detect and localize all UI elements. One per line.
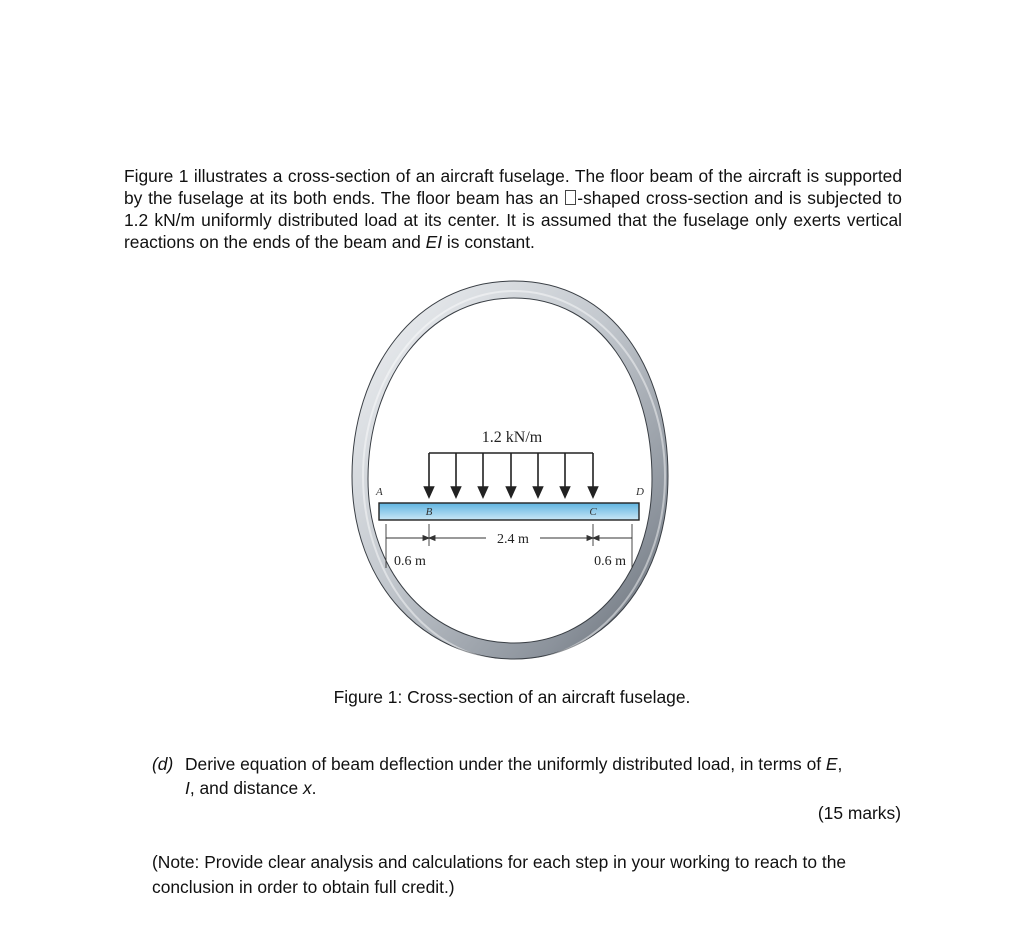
question-text-part-2: , and distance <box>189 778 303 798</box>
variable-i: I <box>185 778 190 798</box>
floor-beam <box>379 503 639 520</box>
marks-label: (15 marks) <box>817 803 901 823</box>
problem-statement-part-2: -shaped cross-section and is subjected to 1.2 kN/m uniformly distributed load at its center. It is assumed that the fuselage only exerts vertical reactions on the ends of the beam and <box>124 188 902 252</box>
fuselage-ring <box>352 281 668 659</box>
load-arrows <box>425 453 598 497</box>
dimension-left-label: 0.6 m <box>394 554 426 569</box>
dimension-center-label: 2.4 m <box>497 532 529 547</box>
question-label: (d) <box>152 754 174 774</box>
variable-e: E <box>825 754 838 774</box>
ei-symbol: EI <box>425 232 443 252</box>
note-text: (Note: Provide clear analysis and calculations for each step in your working to reach to the conclusion in order to obtain full credit.) <box>152 852 847 897</box>
question-d <box>152 752 912 800</box>
point-c-label: C <box>589 506 597 518</box>
point-b-label: B <box>425 506 433 518</box>
load-label: 1.2 kN/m <box>481 429 543 446</box>
question-text-part-1: Derive equation of beam deflection under the uniformly distributed load, in terms of <box>185 754 826 774</box>
dimension-right-label: 0.6 m <box>594 554 626 569</box>
figure-caption: Figure 1: Cross-section of an aircraft fuselage. <box>333 687 691 707</box>
fuselage-diagram <box>330 276 710 666</box>
point-a-label: A <box>376 486 383 498</box>
variable-x: x <box>302 778 312 798</box>
problem-statement-part-1: Figure 1 illustrates a cross-section of an aircraft fuselage. The floor beam of the aircraft is supported by the fuselage at its both ends. The floor beam has an <box>124 166 902 208</box>
point-d-label: D <box>636 486 644 498</box>
question-end: . <box>311 778 317 798</box>
i-beam-shape-icon <box>565 190 576 205</box>
problem-statement-part-3: is constant. <box>442 232 535 252</box>
fuselage-figure <box>330 276 710 666</box>
question-text <box>185 752 912 800</box>
question-separator: , <box>837 754 843 774</box>
problem-statement <box>124 165 902 253</box>
